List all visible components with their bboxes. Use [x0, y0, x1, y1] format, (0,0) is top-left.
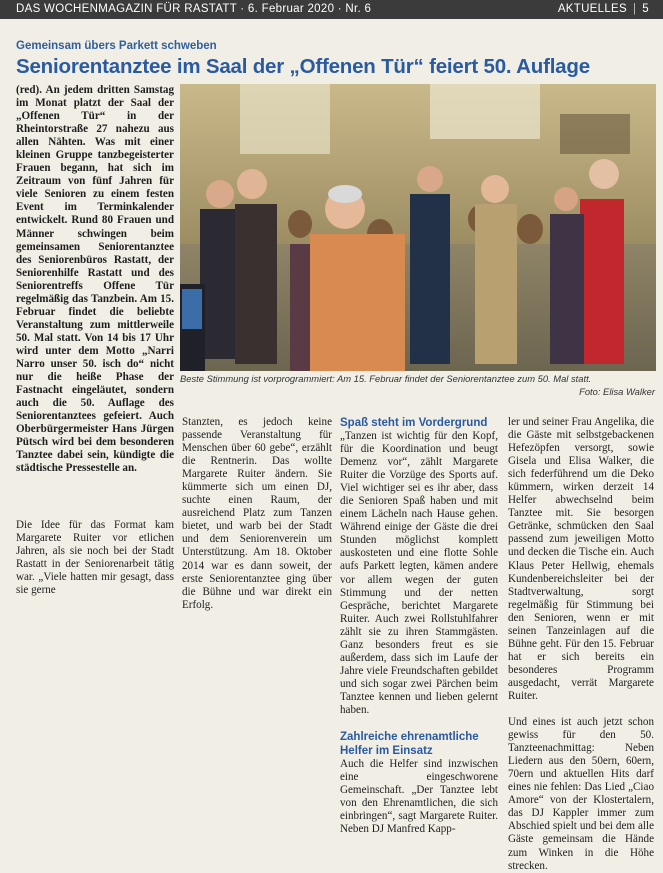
column-3-body-2: Auch die Helfer sind inzwischen eine eingeschworene Gemeinschaft. „Der Tanztee lebt von den Ehrenamtlichen, die sich einbringen“, sagt Margarete Ruiter. Neben DJ Manfred Kapp-: [340, 758, 498, 836]
page-number: 5: [642, 3, 649, 15]
column-2-body: Stanzten, es jedoch keine passende Veranstaltung für Menschen über 60 gebe“, erzählt die Rentnerin. Das wollte Margarete Ruiter ändern. Sie kümmerte sich um einen DJ, suchte einen Raum, der ausreichend Platz zum Tanzen bietet, und warb bei der Stadt und dem Seniorenverein um Unterstützung. Am 18. Oktober 2014 war es dann soweit, der erste Seniorentanztee ging über die Bühne und war direkt ein Erfolg.: [182, 416, 332, 611]
photo-credit: Foto: Elisa Walker: [579, 386, 655, 397]
subheading-fun: Spaß steht im Vordergrund: [340, 417, 488, 429]
section-name: AKTUELLES: [557, 3, 627, 15]
section-marker: [558, 3, 649, 15]
column-3-body-1: „Tanzen ist wichtig für den Kopf, für die Koordination und beugt Demenz vor“, zählt Margarete Ruiter die Vorzüge des Sports auf. Viel wichtiger sei es ihr aber, dass die Senioren Spaß haben und mit einem Lächeln nach Hause gehen. Während einige der Gäste die drei Stunden möglichst komplett auskosteten und eine flotte Sohle aufs Parkett legten, kämen andere vor allem wegen der guten Stimmung und der netten Gespräche, berichtet Margarete Ruiter. Auch zwei Rollstuhlfahrer zählt sie zu ihren Stammgästen. Ganz besonders freut es sie außerdem, dass sich im Laufe der Jahre viele Freundschaften gebildet und sich sogar zwei Pärchen beim Tanztee kennen und lieben gelernt haben.: [340, 430, 498, 716]
column-1-body: Die Idee für das Format kam Margarete Ruiter vor etlichen Jahren, als sie noch bei der Stadt Rastatt in der Seniorenarbeit tätig war. „Viele hatten mir gesagt, dass sie gerne: [16, 519, 174, 597]
page-header-bar: [0, 0, 663, 19]
article-headline: Seniorentanztee im Saal der „Offenen Tür“ feiert 50. Auflage: [16, 55, 590, 78]
column-4-body-2: Und eines ist auch jetzt schon gewiss für den 50. Tanzteenachmittag: Neben Liedern aus den 50ern, 60ern, 70ern und aktuellen Hits darf eines nie fehlen: Das Lied „Ciao Amore“ von der Klostertalern, das DJ Kappler immer zum Abschied spielt und bei dem alle Gäste gemeinsam die Hände zum Winken in die Höhe strecken.: [508, 716, 654, 872]
publication-line: DAS WOCHENMAGAZIN FÜR RASTATT · 6. Februar 2020 · Nr. 6: [16, 3, 372, 15]
article-kicker: Gemeinsam übers Parkett schweben: [16, 40, 217, 52]
column-4: [508, 416, 654, 873]
separator: |: [633, 3, 637, 15]
dance-photo: [180, 84, 656, 371]
column-4-body-1: ler und seiner Frau Angelika, die die Gäste mit selbstgebackenen Hefezöpfen versorgt, sowie Gisela und Elisa Walker, die sich federführend um die Deko kümmern, wirken derzeit 14 Helfer abwechselnd beim Tanztee mit. Sie besorgen Getränke, schmücken den Saal passend zum jeweiligen Motto und decken die Tische ein. Auch Klaus Peter Hellwig, ehemals Kundenbereichsleiter bei der Stadtverwaltung, sorgt regelmäßig für Stimmung bei den Senioren, wenn er mit seinen Tanzeinlagen auf die Bühne geht. Für den 15. Februar hat er sich bereits ein besonderes Programm ausgedacht, verrät Margarete Ruiter.: [508, 416, 654, 702]
article-intro: (red). An jedem dritten Samstag im Monat platzt der Saal der „Offenen Tür“ in der Rheintorstraße 27 nahezu aus allen Nähten. Was mit einer kleinen Gruppe tanzbegeisterter Frauen begann, hat sich im Zeitraum von fünf Jahren für viele Senioren zu einem festen Event im Terminkalender entwickelt. Rund 80 Frauen und Männer schwingen beim gemeinsamen Seniorentanztee des Seniorenbüros Rastatt, der Seniorenhilfe Rastatt und des Seniorentreffs Offene Tür regelmäßig das Tanzbein. Am 15. Februar findet die beliebte Veranstaltung zum mittlerweile 50. Mal statt. Von 14 bis 17 Uhr wird unter dem Motto „Narri Narro unser 50. isch do“ nicht nur die heiße Phase der Fastnacht eingeläutet, sondern auch die 50. Auflage des Seniorentanztees gefeiert. Auch Oberbürgermeister Hans Jürgen Pütsch wird bei dem besonderen Tanztee dabei sein, kündigte die städtische Pressestelle an.: [16, 84, 174, 475]
photo-caption: Beste Stimmung ist vorprogrammiert: Am 15. Februar findet der Seniorentanztee zum 50. Mal statt.: [180, 373, 592, 384]
column-3: [340, 416, 498, 836]
subheading-volunteers: Zahlreiche ehrenamtliche Helfer im Einsatz: [340, 731, 479, 758]
